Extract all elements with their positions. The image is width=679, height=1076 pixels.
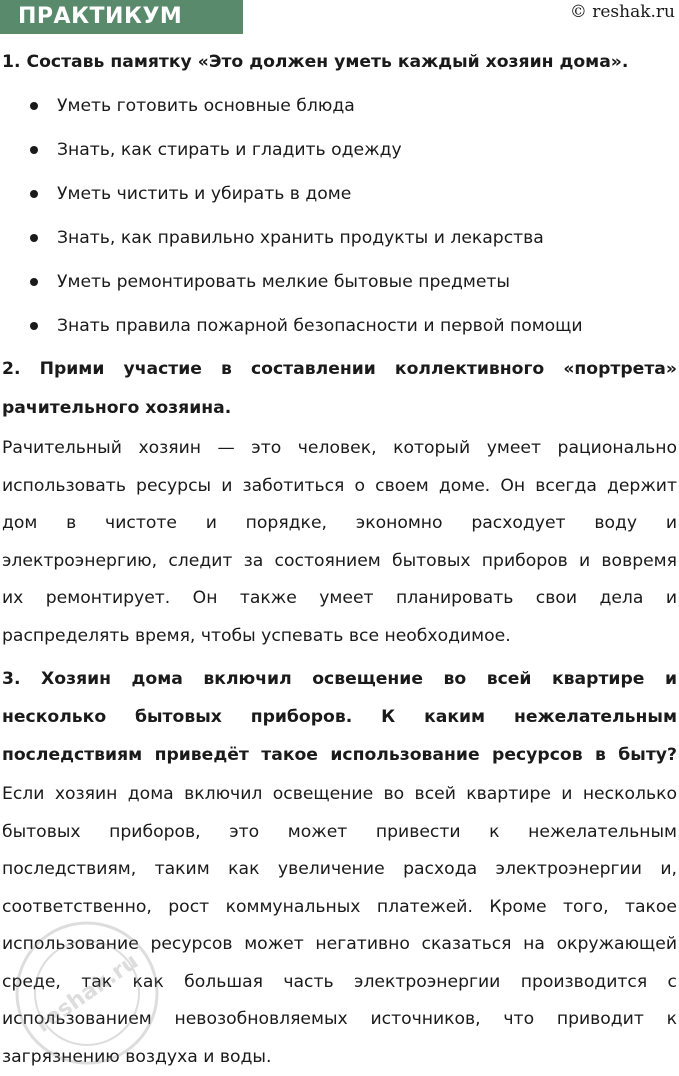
task-2-title [2,350,677,428]
answer-line: электроэнергию, следит за состоянием бытовых приборов и вовремя [2,543,677,581]
stamp-text: reshak.ru [31,949,143,1038]
answer-line: использовать ресурсы и заботиться о своем доме. Он всегда держит [2,468,677,506]
list-item [0,172,583,216]
answer-line: среде, так как большая часть электроэнергии производится с [2,964,677,1002]
list-item [0,128,583,172]
list-item [0,84,583,128]
answer-line: их ремонтирует. Он также умеет планировать свои дела и [2,580,677,618]
site-watermark: © reshak.ru [570,0,675,24]
bullet-icon [30,278,38,286]
answer-line: загрязнению воздуха и воды. [2,1039,677,1076]
list-item-text: Знать, как правильно хранить продукты и лекарства [57,228,544,248]
answer-line: Если хозяин дома включил освещение во всей квартире и несколько [2,776,677,814]
bullet-icon [30,146,38,154]
task-3-answer [2,776,677,1076]
bullet-icon [30,102,38,110]
task-2-answer [2,430,677,655]
bullet-icon [30,322,38,330]
bullet-icon [30,234,38,242]
list-item-text: Знать, как стирать и гладить одежду [57,140,402,160]
title-line: 2. Прими участие в составлении коллективного «портрета» [2,350,677,389]
answer-line: соответственно, рост коммунальных платежей. Кроме того, такое [2,889,677,927]
list-item [0,304,583,348]
title-line: 3. Хозяин дома включил освещение во всей квартире и [2,660,677,698]
answer-line: Рачительный хозяин — это человек, который умеет рационально [2,430,677,468]
list-item [0,216,583,260]
answer-line: использованием невозобновляемых источников, что приводит к [2,1001,677,1039]
task-1-title: 1. Составь памятку «Это должен уметь каждый хозяин дома». [2,44,677,81]
section-header: ПРАКТИКУМ [0,0,243,34]
bullet-icon [30,190,38,198]
answer-line: последствиям, таким как увеличение расхода электроэнергии и, [2,851,677,889]
list-item-text: Уметь готовить основные блюда [57,96,355,116]
title-line: рачительного хозяина. [2,389,677,428]
answer-line: использование ресурсов может негативно сказаться на окружающей [2,926,677,964]
task-3-title [2,660,677,774]
list-item-text: Уметь ремонтировать мелкие бытовые предметы [57,272,510,292]
answer-line: бытовых приборов, это может привести к нежелательным [2,814,677,852]
answer-line: дом в чистоте и порядке, экономно расходует воду и [2,505,677,543]
answer-line: распределять время, чтобы успевать все необходимое. [2,618,677,656]
title-line: несколько бытовых приборов. К каким нежелательным [2,698,677,736]
list-item-text: Уметь чистить и убирать в доме [57,184,351,204]
memo-list [0,84,583,348]
title-line: последствиям приведёт такое использование ресурсов в быту? [2,736,677,774]
list-item-text: Знать правила пожарной безопасности и первой помощи [57,316,583,336]
list-item [0,260,583,304]
